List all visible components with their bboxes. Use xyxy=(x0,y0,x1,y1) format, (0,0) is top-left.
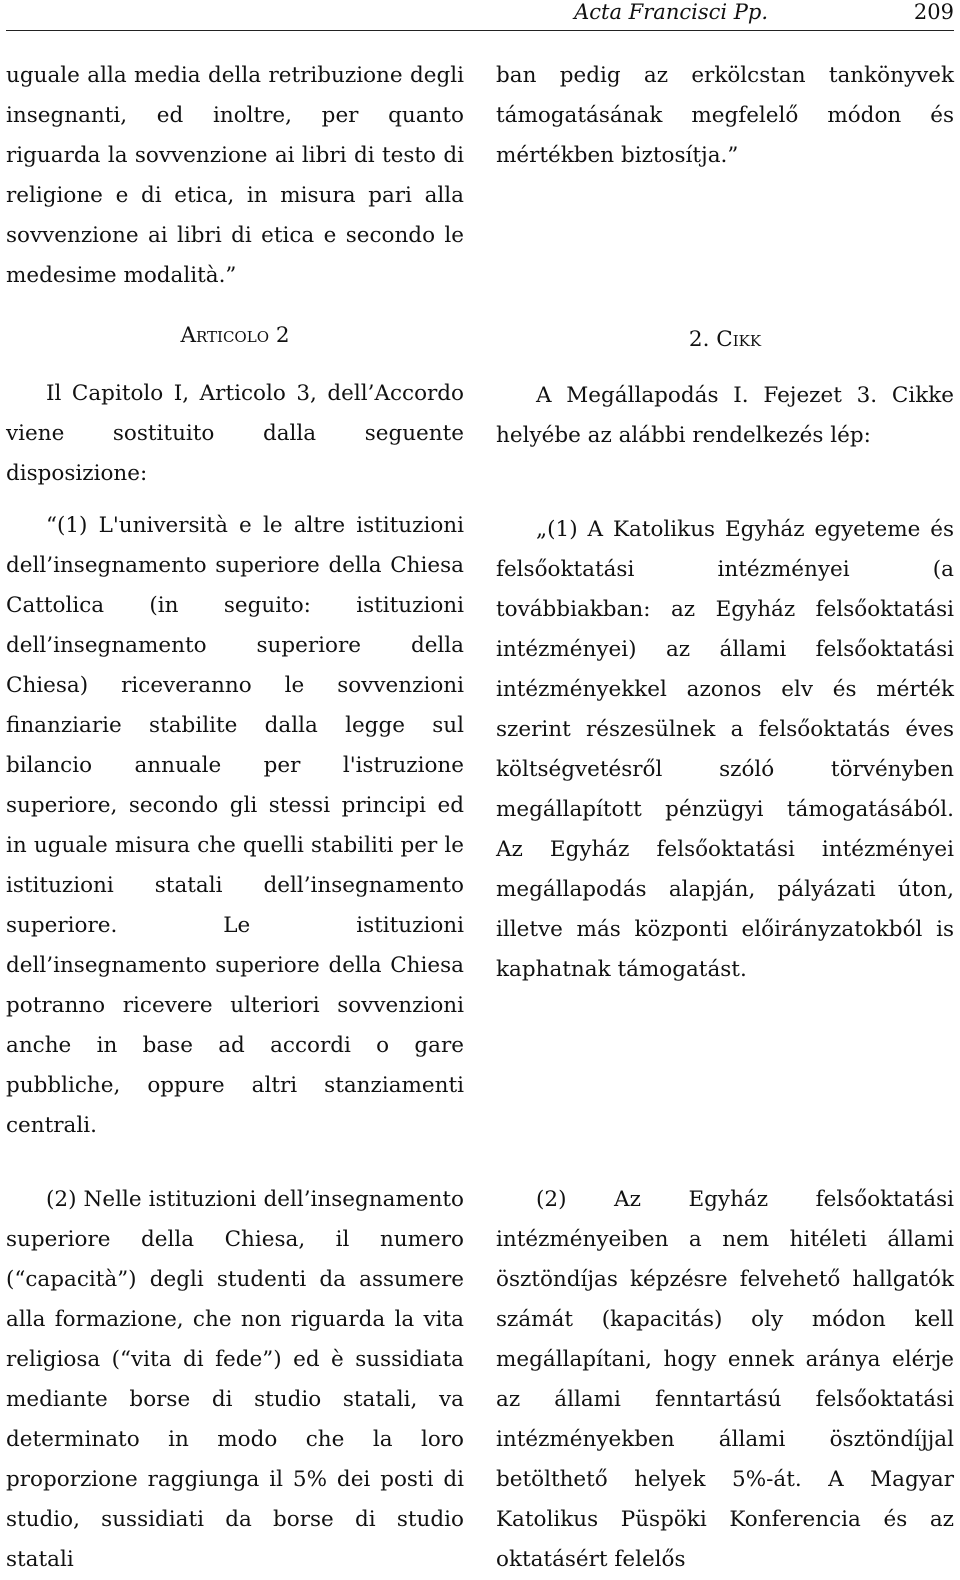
running-header xyxy=(6,0,954,31)
hungarian-paragraph-1-text: „(1) A Katolikus Egyház egyeteme és felsőoktatási intézményei (a továbbiakban: az Egyház felsőoktatási intézményei) az állami felsőoktatási intézményekkel azonos elv és mérték szerint részesülnek a felsőoktatás éves költségvetésről szóló törvényben megállapított pénzügyi támogatásából. Az Egyház felsőoktatási intézményei megállapodás alapján, pályázati úton, illetve más központi előirányzatokból is kaphatnak támogatást. xyxy=(496,517,954,982)
italian-article-lead-text: Il Capitolo I, Articolo 3, dell’Accordo viene sostituito dalla seguente disposizione: xyxy=(6,381,464,486)
italian-intro-text: uguale alla media della retribuzione degli insegnanti, ed inoltre, per quanto riguarda la sovvenzione ai libri di testo di religione e di etica, in misura pari alla sovvenzione ai libri di etica e secondo le medesime modalità.” xyxy=(6,63,464,288)
journal-title: Acta Francisci Pp. xyxy=(574,0,768,24)
hungarian-paragraph-2 xyxy=(496,1180,954,1580)
hungarian-article-lead-text: A Megállapodás I. Fejezet 3. Cikke helyébe az alábbi rendelkezés lép: xyxy=(496,383,954,448)
hungarian-paragraph-1 xyxy=(496,510,954,990)
italian-article-heading: Articolo 2 xyxy=(180,323,290,348)
italian-article-lead xyxy=(6,374,464,494)
italian-paragraph-2-text: (2) Nelle istituzioni dell’insegnamento superiore della Chiesa, il numero (“capacità”) degli studenti da assumere alla formazione, che non riguarda la vita religiosa (“vita di fede”) ed è sussidiata mediante borse di studio statali, va determinato in modo che la loro proporzione raggiunga il 5% dei posti di studio, sussidiati da borse di studio statali xyxy=(6,1187,464,1572)
italian-paragraph-2 xyxy=(6,1180,464,1580)
hungarian-article-heading: 2. Cikk xyxy=(688,327,762,352)
hungarian-intro-text: ban pedig az erkölcstan tankönyvek támogatásának megfelelő módon és mértékben biztosítja.” xyxy=(496,63,954,168)
page-number: 209 xyxy=(913,0,954,24)
italian-intro xyxy=(6,56,464,296)
hungarian-article-lead xyxy=(496,376,954,456)
hungarian-intro xyxy=(496,56,954,176)
hungarian-paragraph-2-text: (2) Az Egyház felsőoktatási intézményeiben a nem hitéleti állami ösztöndíjas képzésre felvehető hallgatók számát (kapacitás) oly módon kell megállapítani, hogy ennek aránya elérje az állami fenntartású felsőoktatási intézményekben állami ösztöndíjjal betölthető helyek 5%-át. A Magyar Katolikus Püspöki Konferencia és az oktatásért felelős xyxy=(496,1187,954,1572)
italian-paragraph-1-text: “(1) L'università e le altre istituzioni dell’insegnamento superiore della Chiesa Cattolica (in seguito: istituzioni dell’insegnamento superiore della Chiesa) riceveranno le sovvenzioni finanziarie stabilite dalla legge sul bilancio annuale per l'istruzione superiore, secondo gli stessi principi ed in uguale misura che quelli stabiliti per le istituzioni statali dell’insegnamento superiore. Le istituzioni dell’insegnamento superiore della Chiesa potranno ricevere ulteriori sovvenzioni anche in base ad accordi o gare pubbliche, oppure altri stanziamenti centrali. xyxy=(6,513,464,1138)
italian-paragraph-1 xyxy=(6,506,464,1146)
